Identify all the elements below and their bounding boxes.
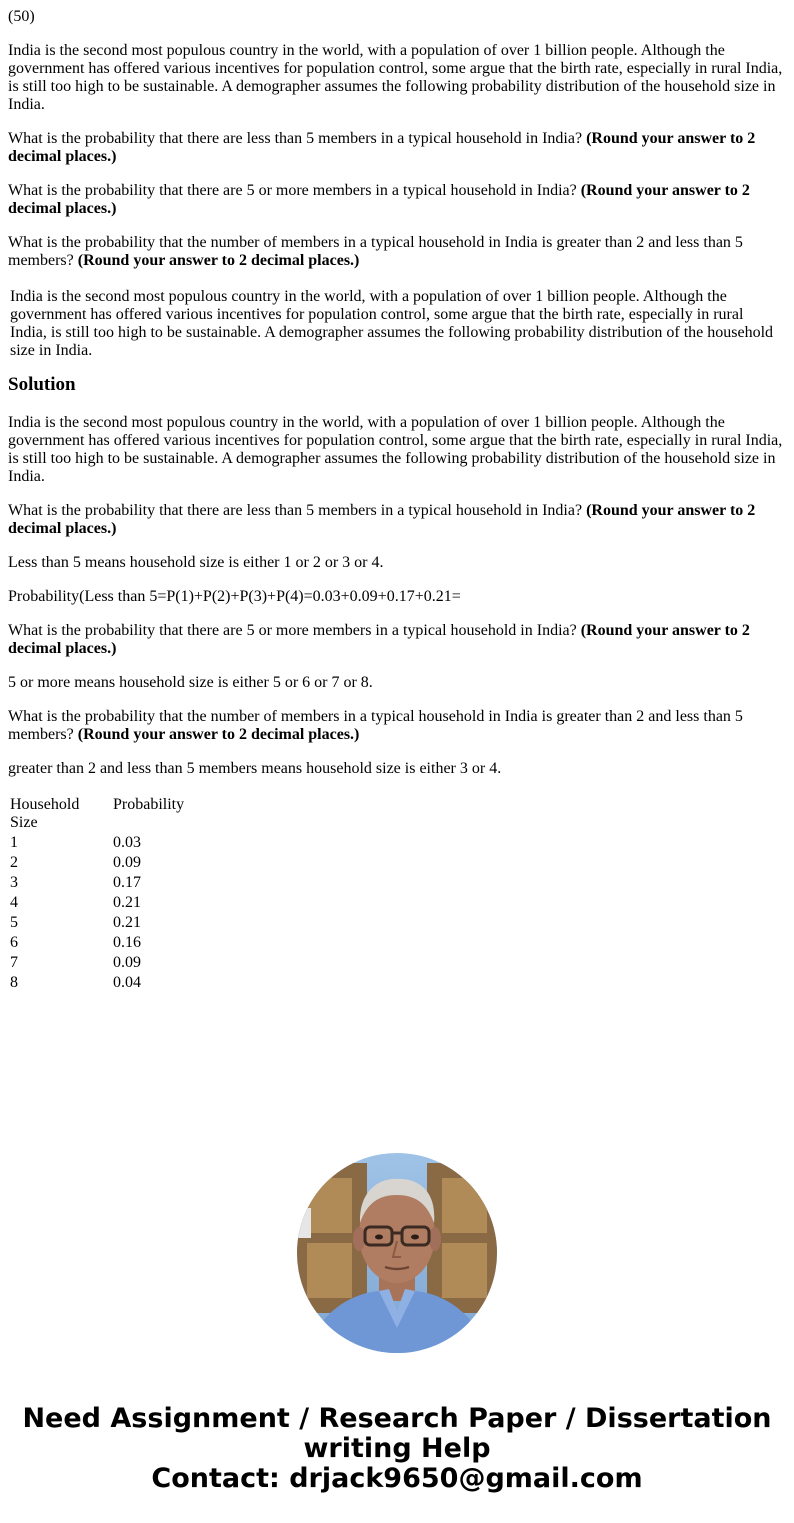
footer-line-2: writing Help	[303, 1433, 491, 1464]
table-row	[10, 874, 185, 892]
table-cell-probability: 0.09	[113, 854, 141, 871]
footer-line-3: Contact: drjack9650@gmail.com	[151, 1463, 643, 1494]
table-row	[10, 834, 185, 852]
table-header-row	[10, 796, 185, 832]
table-header-household-size: Household Size	[10, 796, 80, 831]
round-note: (Round your answer to 2 decimal places.)	[8, 622, 750, 657]
solution-intro: India is the second most populous country in the world, with a population of over 1 billion people. Although the government has offered various incentives for population control, some argue that the birth rate, especially in rural India, is still too high to be sustainable. A demographer assumes the following probability distribution of the household size in India.	[8, 414, 783, 485]
question-number: (50)	[8, 8, 35, 25]
table-cell-size: 4	[10, 894, 18, 911]
table-row	[10, 934, 185, 952]
table-row	[10, 854, 185, 872]
table-cell-size: 6	[10, 934, 18, 951]
avatar-portrait-image	[297, 1153, 497, 1353]
round-note: (Round your answer to 2 decimal places.)	[8, 182, 750, 217]
table-cell-probability: 0.03	[113, 834, 141, 851]
table-cell-size: 2	[10, 854, 18, 871]
question-3	[8, 234, 786, 270]
question-2	[8, 182, 786, 218]
table-cell-size: 5	[10, 914, 18, 931]
round-note: (Round your answer to 2 decimal places.)	[77, 252, 360, 269]
footer-contact	[0, 1404, 794, 1494]
table-cell-size: 8	[10, 974, 18, 991]
answer-1-line-1: Less than 5 means household size is either 1 or 2 or 3 or 4.	[8, 554, 384, 571]
question-3-text: What is the probability that the number of members in a typical household in India is greater than 2 and less than 5 members?	[8, 234, 743, 269]
solution-question-2	[8, 622, 786, 658]
round-note: (Round your answer to 2 decimal places.)	[77, 726, 360, 743]
solution-question-1	[8, 502, 786, 538]
answer-2-line-1: 5 or more means household size is either 5 or 6 or 7 or 8.	[8, 674, 373, 691]
table-row	[10, 914, 185, 932]
table-cell-size: 3	[10, 874, 18, 891]
table-row	[10, 894, 185, 912]
table-cell-probability: 0.16	[113, 934, 141, 951]
solution-question-3-text: What is the probability that the number of members in a typical household in India is greater than 2 and less than 5 members?	[8, 708, 743, 743]
answer-3-line-1: greater than 2 and less than 5 members means household size is either 3 or 4.	[8, 760, 502, 777]
footer-line-1: Need Assignment / Research Paper / Dissertation	[22, 1403, 772, 1434]
solution-question-1-text: What is the probability that there are less than 5 members in a typical household in India?	[8, 502, 583, 519]
solution-question-2-text: What is the probability that there are 5 or more members in a typical household in India?	[8, 622, 577, 639]
round-note: (Round your answer to 2 decimal places.)	[8, 130, 756, 165]
round-note: (Round your answer to 2 decimal places.)	[8, 502, 756, 537]
question-1-text: What is the probability that there are less than 5 members in a typical household in India?	[8, 130, 583, 147]
answer-1-line-2: Probability(Less than 5=P(1)+P(2)+P(3)+P(4)=0.03+0.09+0.17+0.21=	[8, 588, 461, 605]
table-cell-probability: 0.21	[113, 914, 141, 931]
table-cell-probability: 0.04	[113, 974, 141, 991]
question-intro: India is the second most populous country in the world, with a population of over 1 billion people. Although the government has offered various incentives for population control, some argue that the birth rate, especially in rural India, is still too high to be sustainable. A demographer assumes the following probability distribution of the household size in India.	[8, 42, 783, 113]
avatar	[297, 1153, 497, 1353]
solution-heading: Solution	[8, 374, 76, 395]
table-cell-probability: 0.17	[113, 874, 141, 891]
table-cell-size: 1	[10, 834, 18, 851]
table-row	[10, 974, 185, 992]
probability-table	[8, 794, 187, 994]
table-cell-probability: 0.09	[113, 954, 141, 971]
intro-box	[8, 286, 786, 360]
table-header-probability: Probability	[113, 796, 185, 813]
solution-question-3	[8, 708, 786, 744]
table-cell-size: 7	[10, 954, 18, 971]
question-1	[8, 130, 786, 166]
question-2-text: What is the probability that there are 5 or more members in a typical household in India?	[8, 182, 577, 199]
intro-box-text: India is the second most populous country in the world, with a population of over 1 billion people. Although the government has offered various incentives for population control, some argue that the birth rate, especially in rural India, is still too high to be sustainable. A demographer assumes the following probability distribution of the household size in India.	[10, 288, 774, 359]
table-cell-probability: 0.21	[113, 894, 141, 911]
table-row	[10, 954, 185, 972]
